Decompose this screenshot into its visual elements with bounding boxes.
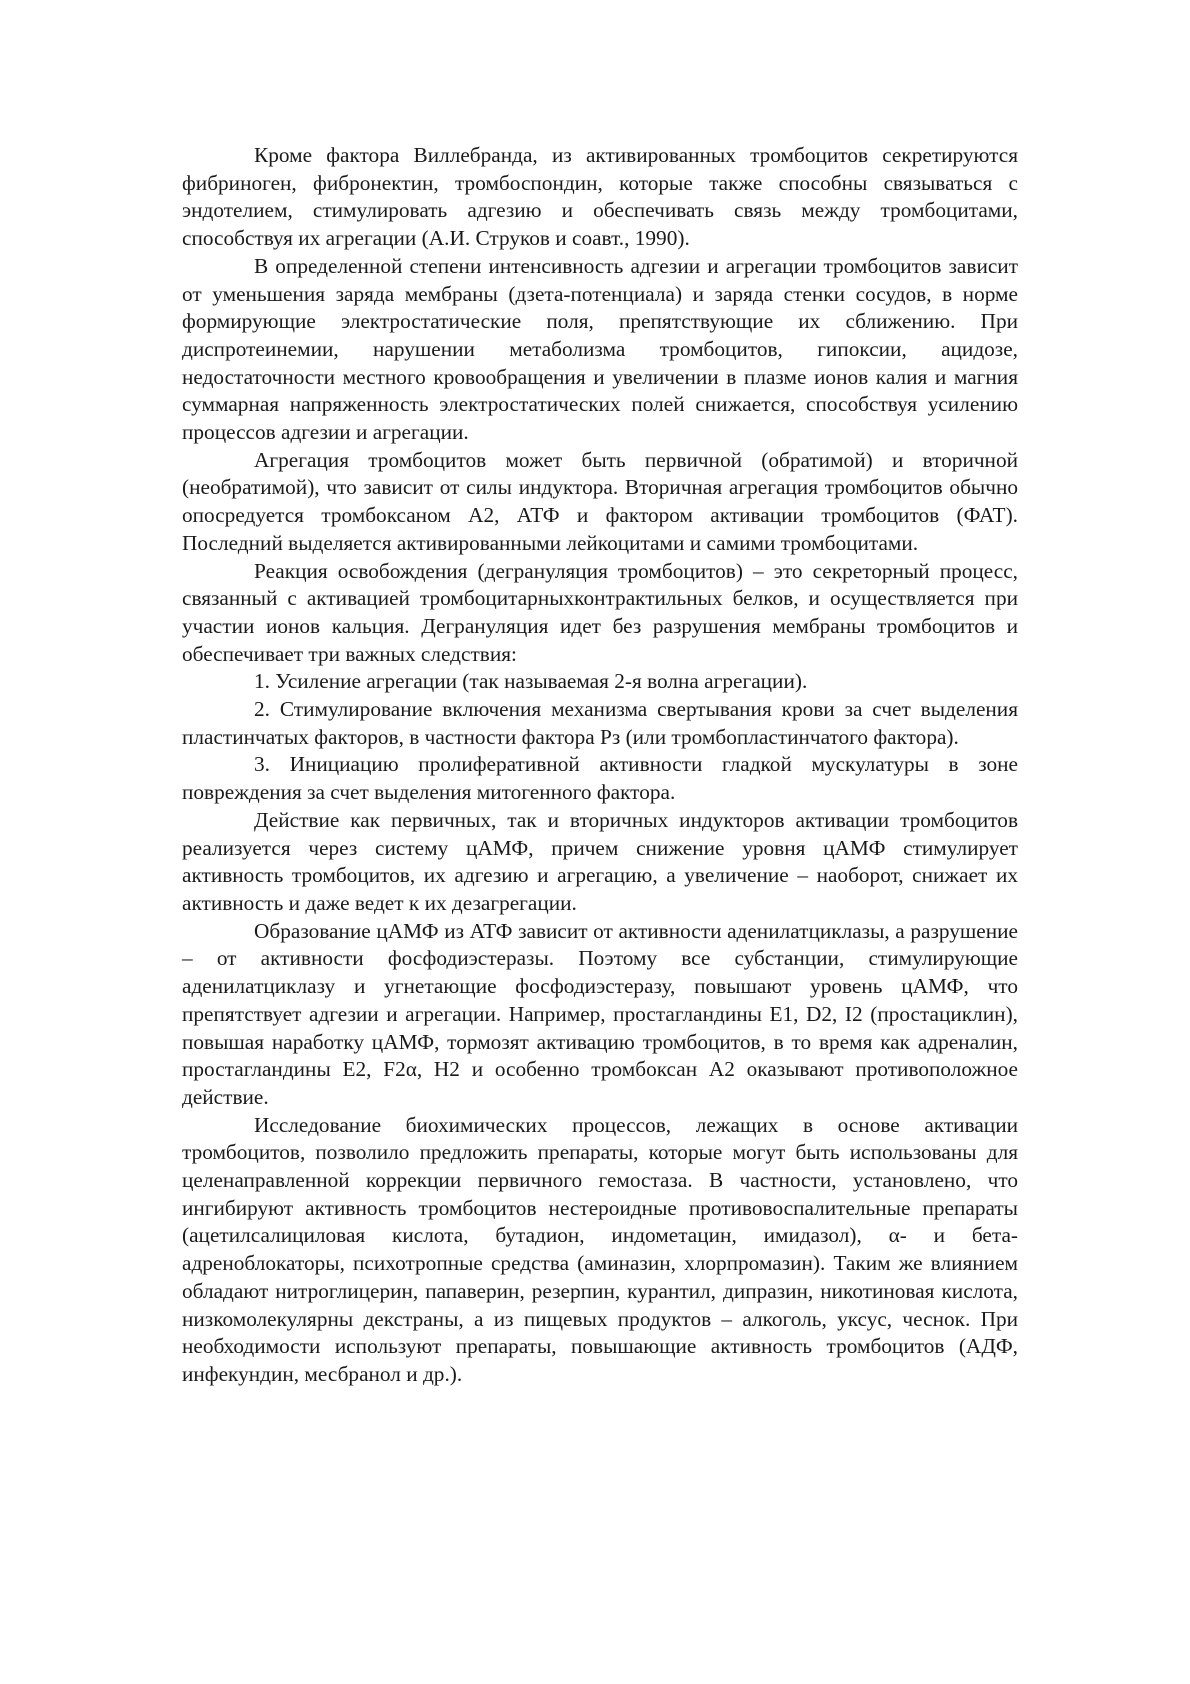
list-item-2: 2. Стимулирование включения механизма свертывания крови за счет выделения пластинчатых факторов, в частности фактора Рз (или тромбопластинчатого фактора). [182,697,1018,749]
paragraph-electrostatic: В определенной степени интенсивность адгезии и агрегации тромбоцитов зависит от уменьшения заряда мембраны (дзета-потенциала) и заряда стенки сосудов, в норме формирующие электростатические поля, препятствующие их сближению. При диспротеинемии, нарушении метаболизма тромбоцитов, гипоксии, ацидозе, недостаточности местного кровообращения и увеличении в плазме ионов калия и магния суммарная напряженность электростатических полей снижается, способствуя усилению процессов адгезии и агрегации. [182,253,1018,445]
paragraph-drugs: Исследование биохимических процессов, лежащих в основе активации тромбоцитов, позволило предложить препараты, которые могут быть использованы для целенаправленной коррекции первичного гемостаза. В частности, установлено, что ингибируют активность тромбоцитов нестероидные противовоспалительные препараты (ацетилсалициловая кислота, бутадион, индометацин, имидазол), α- и бета-адреноблокаторы, психотропные средства (аминазин, хлорпромазин). Таким же влиянием обладают нитроглицерин, папаверин, резерпин, курантил, дипразин, никотиновая кислота, низкомолекулярны декстраны, а из пищевых продуктов – алкоголь, уксус, чеснок. При необходимости используют препараты, повышающие активность тромбоцитов (АДФ, инфекундин, месбранол и др.). [182,1112,1018,1386]
document-page [182,142,1018,1389]
paragraph-von-willebrand: Кроме фактора Виллебранда, из активированных тромбоцитов секретируются фибриноген, фибронектин, тромбоспондин, которые также способны связываться с эндотелием, стимулировать адгезию и обеспечивать связь между тромбоцитами, способствуя их агрегации (А.И. Струков и соавт., 1990). [182,143,1018,251]
paragraph-camp-system: Действие как первичных, так и вторичных индукторов активации тромбоцитов реализуется через систему цАМФ, причем снижение уровня цАМФ стимулирует активность тромбоцитов, их адгезию и агрегацию, а увеличение – наоборот, снижает их активность и даже ведет к их дезагрегации. [182,807,1018,915]
list-item-1: 1. Усиление агрегации (так называемая 2-я волна агрегации). [254,669,808,694]
list-item-3: 3. Инициацию пролиферативной активности гладкой мускулатуры в зоне повреждения за счет выделения митогенного фактора. [182,752,1018,805]
paragraph-camp-formation: Образование цАМФ из АТФ зависит от активности аденилатциклазы, а разрушение – от активности фосфодиэстеразы. Поэтому все субстанции, стимулирующие аденилатциклазу и угнетающие фосфодиэстеразу, повышают уровень цАМФ, что препятствует адгезии и агрегации. Например, простагландины Е1, D2, I2 (простациклин), повышая наработку цАМФ, тормозят активацию тромбоцитов, в то время как адреналин, простагландины Е2, F2α, Н2 и особенно тромбоксан А2 оказывают противоположное действие. [182,918,1018,1109]
paragraph-aggregation: Агрегация тромбоцитов может быть первичной (обратимой) и вторичной (необратимой), что зависит от силы индуктора. Вторичная агрегация тромбоцитов обычно опосредуется тромбоксаном А2, АТФ и фактором активации тромбоцитов (ФАТ). Последний выделяется активированными лейкоцитами и самими тромбоцитами. [182,447,1018,555]
paragraph-release-reaction: Реакция освобождения (дегрануляция тромбоцитов) – это секреторный процесс, связанный с активацией тромбоцитарныхконтрактильных белков, и осуществляется при участии ионов кальция. Дегрануляция идет без разрушения мембраны тромбоцитов и обеспечивает три важных следствия: [182,558,1018,666]
